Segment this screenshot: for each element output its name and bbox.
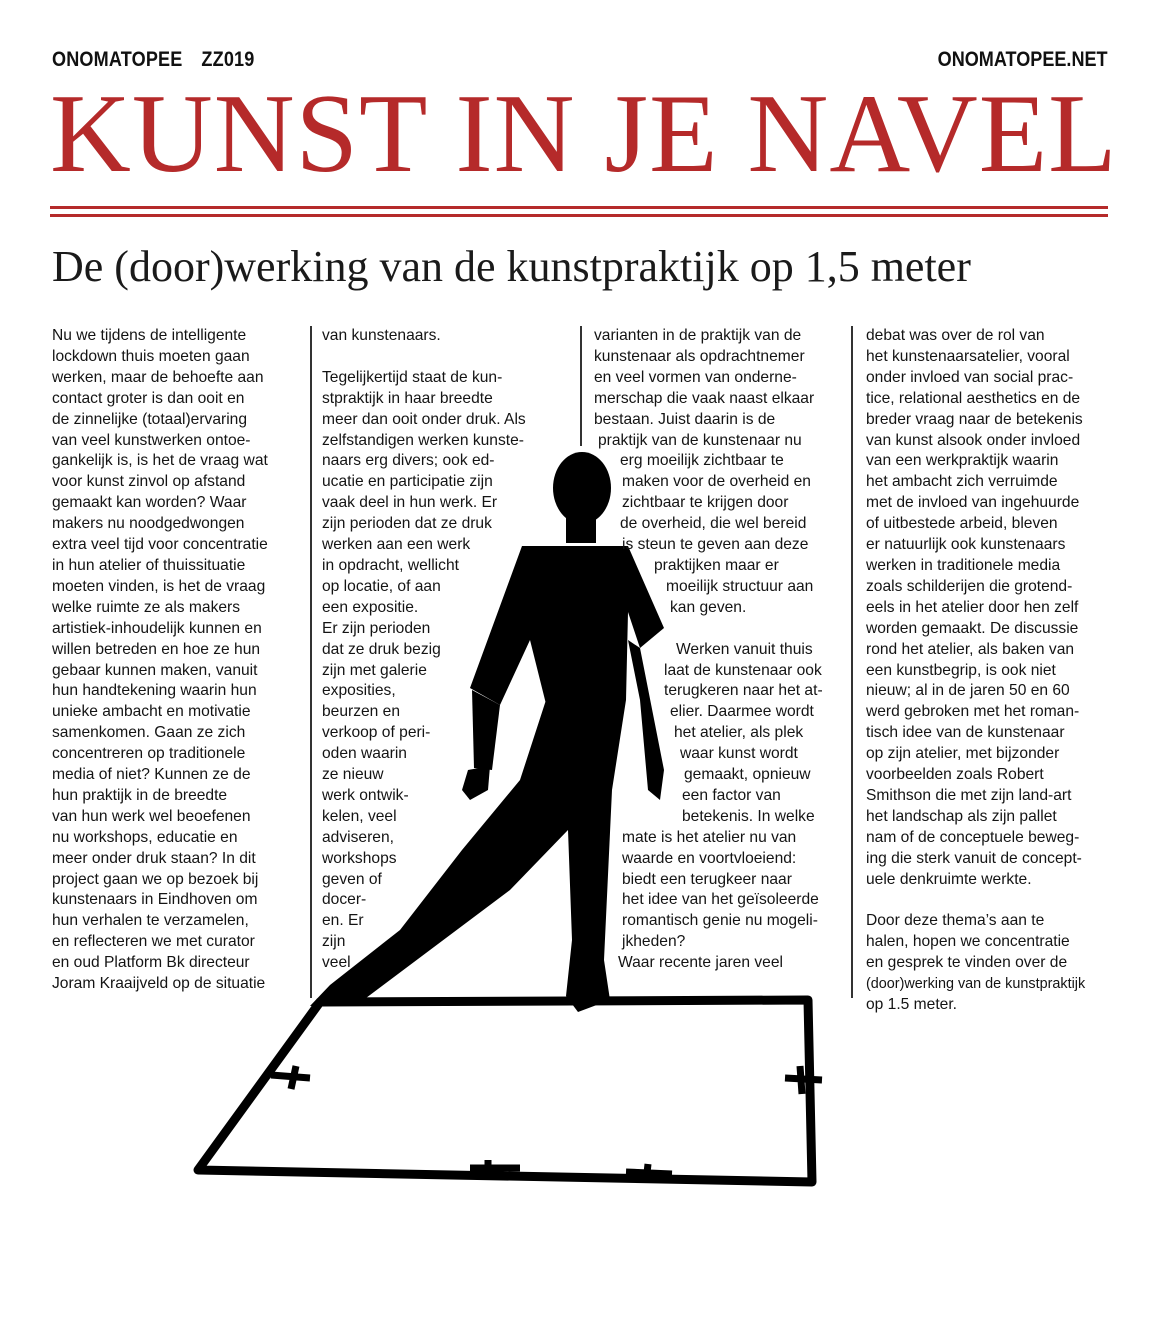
- text-line: en oud Platform Bk directeur: [52, 954, 250, 972]
- text-line: willen betreden en hoe ze hun: [52, 640, 261, 658]
- text-line: laat de kunstenaar ook: [664, 661, 822, 679]
- page-title: KUNST IN JE NAVEL: [50, 72, 1118, 196]
- column-divider: [310, 326, 312, 998]
- text-line: jkheden?: [622, 933, 686, 951]
- text-line: meer onder druk staan? In dit: [52, 849, 256, 867]
- floor-outline: [198, 1000, 822, 1182]
- text-line: biedt een terugkeer naar: [622, 870, 792, 888]
- text-line: hun verhalen te verzamelen,: [52, 912, 249, 930]
- text-line: breder vraag naar de betekenis: [866, 410, 1083, 428]
- text-line: romantisch genie nu mogeli-: [622, 912, 818, 930]
- text-line: zichtbaar te krijgen door: [622, 494, 789, 512]
- text-line: onder invloed van social prac-: [866, 368, 1074, 386]
- text-line: meer dan ooit onder druk. Als: [322, 410, 526, 428]
- text-line: contact groter is dan ooit en: [52, 389, 245, 407]
- text-line: kan geven.: [670, 598, 747, 616]
- text-line: van veel kunstwerken ontoe-: [52, 431, 251, 449]
- text-line: betekenis. In welke: [682, 807, 815, 825]
- text-line: Smithson die met zijn land-art: [866, 786, 1072, 804]
- text-line: en veel vormen van onderne-: [594, 368, 797, 386]
- text-line: terugkeren naar het at-: [664, 682, 823, 700]
- text-line: workshops: [322, 849, 397, 867]
- text-line: lockdown thuis moeten gaan: [52, 347, 250, 365]
- text-line: [594, 619, 823, 640]
- text-line: rond het atelier, als baken van: [866, 640, 1075, 658]
- text-line: voorbeelden zoals Robert: [866, 766, 1044, 784]
- issue-number: ZZ019: [201, 48, 255, 71]
- article-column-4: [866, 326, 1085, 1016]
- text-line: kelen, veel: [322, 807, 397, 825]
- text-line: moeilijk structuur aan: [666, 577, 814, 595]
- text-line: hun praktijk in de breedte: [52, 786, 228, 804]
- text-line: unieke ambacht en motivatie: [52, 703, 251, 721]
- text-line: stpraktijk in haar breedte: [322, 389, 493, 407]
- column-divider: [851, 326, 853, 998]
- text-line: uele denkruimte werkte.: [866, 870, 1032, 888]
- text-line: in opdracht, wellicht: [322, 556, 459, 574]
- text-line: de zinnelijke (totaal)ervaring: [52, 410, 248, 428]
- text-line: op 1.5 meter.: [866, 996, 958, 1013]
- text-line: extra veel tijd voor concentratie: [52, 536, 268, 554]
- text-line: (door)werking van de kunstpraktijk: [866, 976, 1086, 993]
- text-line: [322, 347, 526, 368]
- text-line: en. Er: [322, 912, 364, 930]
- text-line: werk ontwik-: [322, 786, 409, 804]
- publisher-name: ONOMATOPEE: [52, 48, 183, 71]
- text-line: praktijken maar er: [654, 556, 779, 574]
- text-line: varianten in de praktijk van de: [594, 327, 802, 344]
- text-line: met de invloed van ingehuurde: [866, 494, 1080, 512]
- text-line: adviseren,: [322, 828, 394, 846]
- text-line: de overheid, die wel bereid: [620, 515, 807, 533]
- text-line: media of niet? Kunnen ze de: [52, 766, 251, 784]
- text-line: kunstenaars in Eindhoven om: [52, 891, 258, 909]
- text-line: en reflecteren we met curator: [52, 933, 255, 951]
- text-line: een factor van: [682, 786, 781, 804]
- text-line: elier. Daarmee wordt: [670, 703, 814, 721]
- website-url: ONOMATOPEE.NET: [938, 48, 1108, 71]
- article-column-3: [594, 326, 823, 974]
- text-line: [866, 890, 1085, 911]
- text-line: hun handtekening waarin hun: [52, 682, 257, 700]
- text-line: erg moeilijk zichtbaar te: [620, 452, 784, 470]
- text-line: op locatie, of aan: [322, 577, 441, 595]
- text-line: het idee van het geïsoleerde: [622, 891, 819, 909]
- text-line: docer-: [322, 891, 367, 909]
- text-line: eels in het atelier door hen zelf: [866, 598, 1079, 616]
- text-line: verkoop of peri-: [322, 724, 431, 742]
- text-line: van een werkpraktijk waarin: [866, 452, 1059, 470]
- text-line: beurzen en: [322, 703, 401, 721]
- text-line: praktijk van de kunstenaar nu: [598, 431, 802, 449]
- text-line: Nu we tijdens de intelligente: [52, 327, 247, 344]
- column-divider: [580, 326, 582, 446]
- text-line: Tegelijkertijd staat de kun-: [322, 368, 503, 386]
- text-line: werken, maar de behoefte aan: [52, 368, 264, 386]
- text-line: exposities,: [322, 682, 396, 700]
- text-line: het ambacht zich verruimde: [866, 473, 1058, 491]
- text-line: van hun werk wel beoefenen: [52, 807, 251, 825]
- text-line: debat was over de rol van: [866, 327, 1045, 344]
- text-line: gemaakt kan worden? Waar: [52, 494, 247, 512]
- text-line: of uitbestede arbeid, bleven: [866, 515, 1058, 533]
- text-line: concentreren op traditionele: [52, 745, 246, 763]
- text-line: bestaan. Juist daarin is de: [594, 410, 776, 428]
- text-line: er natuurlijk ook kunstenaars: [866, 536, 1066, 554]
- text-line: Door deze thema’s aan te: [866, 912, 1045, 930]
- text-line: moeten vinden, is het de vraag: [52, 577, 266, 595]
- text-line: voor kunst zinvol op afstand: [52, 473, 246, 491]
- text-line: het atelier, als plek: [674, 724, 804, 742]
- text-line: ze nieuw: [322, 766, 384, 784]
- text-line: naars erg divers; ook ed-: [322, 452, 495, 470]
- text-line: mate is het atelier nu van: [622, 828, 797, 846]
- text-line: samenkomen. Gaan ze zich: [52, 724, 246, 742]
- text-line: in hun atelier of thuissituatie: [52, 556, 246, 574]
- text-line: gebaar kunnen maken, vanuit: [52, 661, 258, 679]
- text-line: nieuw; al in de jaren 50 en 60: [866, 682, 1070, 700]
- text-line: werken in traditionele media: [866, 556, 1061, 574]
- text-line: zelfstandigen werken kunste-: [322, 431, 524, 449]
- text-line: werken aan een werk: [322, 536, 471, 554]
- text-line: het kunstenaarsatelier, vooral: [866, 347, 1070, 365]
- text-line: oden waarin: [322, 745, 407, 763]
- text-line: Waar recente jaren veel: [618, 954, 783, 972]
- text-line: ing die sterk vanuit de concept-: [866, 849, 1082, 867]
- text-line: van kunstenaars.: [322, 327, 441, 344]
- text-line: zijn perioden dat ze druk: [322, 515, 492, 533]
- text-line: geven of: [322, 870, 382, 888]
- text-line: maken voor de overheid en: [622, 473, 811, 491]
- text-line: merschap die vaak naast elkaar: [594, 389, 815, 407]
- text-line: kunstenaar als opdrachtnemer: [594, 347, 805, 365]
- text-line: dat ze druk bezig: [322, 640, 441, 658]
- text-line: het landschap als zijn pallet: [866, 807, 1057, 825]
- text-line: van kunst alsook onder invloed: [866, 431, 1081, 449]
- text-line: nu workshops, educatie en: [52, 828, 238, 846]
- text-line: waarde en voortvloeiend:: [622, 849, 797, 867]
- text-line: op zijn atelier, met bijzonder: [866, 745, 1060, 763]
- text-line: waar kunst wordt: [680, 745, 798, 763]
- text-line: zijn met galerie: [322, 661, 427, 679]
- text-line: een kunstbegrip, is ook niet: [866, 661, 1056, 679]
- text-line: zoals schilderijen die grotend-: [866, 577, 1073, 595]
- text-line: gankelijk is, is het de vraag wat: [52, 452, 268, 470]
- text-line: nam of de conceptuele beweg-: [866, 828, 1080, 846]
- text-line: artistiek-inhoudelijk kunnen en: [52, 619, 262, 637]
- text-line: tisch idee van de kunstenaar: [866, 724, 1065, 742]
- text-line: ucatie en participatie zijn: [322, 473, 493, 491]
- text-line: vaak deel in hun werk. Er: [322, 494, 498, 512]
- text-line: Werken vanuit thuis: [676, 640, 813, 658]
- text-line: tice, relational aesthetics en de: [866, 389, 1081, 407]
- text-line: makers nu noodgedwongen: [52, 515, 245, 533]
- article-column-2: [322, 326, 526, 974]
- text-line: Joram Kraaijveld op de situatie: [52, 975, 266, 993]
- text-line: en gesprek te vinden over de: [866, 954, 1068, 972]
- page-subtitle: De (door)werking van de kunstpraktijk op 1,5 meter: [52, 242, 971, 291]
- text-line: Er zijn perioden: [322, 619, 431, 637]
- text-line: gemaakt, opnieuw: [684, 766, 811, 784]
- text-line: zijn: [322, 933, 346, 951]
- text-line: welke ruimte ze als makers: [52, 598, 241, 616]
- text-line: halen, hopen we concentratie: [866, 933, 1070, 951]
- text-line: is steun te geven aan deze: [622, 536, 809, 554]
- text-line: worden gemaakt. De discussie: [866, 619, 1079, 637]
- article-column-1: [52, 326, 268, 995]
- text-line: project gaan we op bezoek bij: [52, 870, 259, 888]
- text-line: werd gebroken met het roman-: [866, 703, 1080, 721]
- text-line: een expositie.: [322, 598, 419, 616]
- text-line: veel: [322, 954, 351, 972]
